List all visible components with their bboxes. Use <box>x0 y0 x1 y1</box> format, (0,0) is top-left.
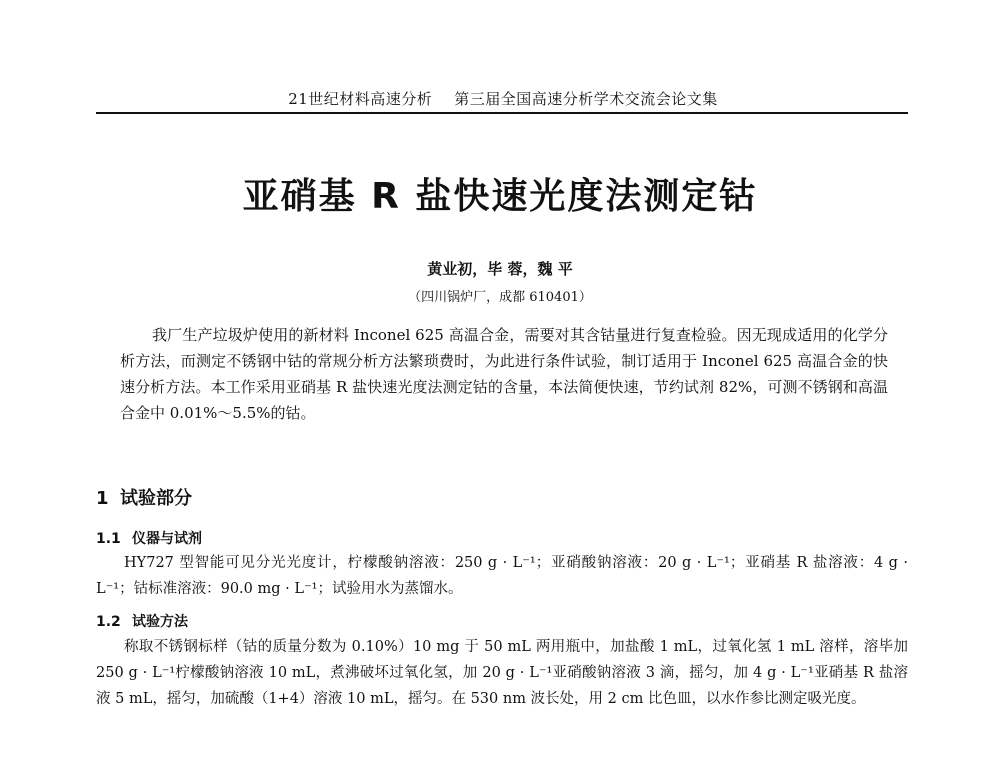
running-header-left: 21世纪材料高速分析 <box>288 90 433 108</box>
subsection-number: 1.2 <box>96 614 121 630</box>
paper-affiliation: （四川锅炉厂，成都 610401） <box>408 290 592 305</box>
running-header-right: 第三届全国高速分析学术交流会论文集 <box>454 90 718 108</box>
abstract-paragraph: 我厂生产垃圾炉使用的新材料 Inconel 625 高温合金，需要对其含钴量进行复查检验。因无现成适用的化学分析方法，而测定不锈钢中钴的常规分析方法繁琐费时，为此进行条件试验，制订适用于 Inconel 625 高温合金的快速分析方法。本工作采用亚硝基 R 盐快速光度法测定钴的含量，本法简便快速，节约试剂 82%，可测不锈钢和高温合金中 0.01%～5.5%的钴。 <box>120 326 888 422</box>
header-rule <box>96 112 908 114</box>
section-number: 1 <box>96 488 109 509</box>
subsection-title: 仪器与试剂 <box>132 531 202 547</box>
subsection-heading-1-1 <box>96 528 202 548</box>
method-paragraph: 称取不锈钢标样（钴的质量分数为 0.10%）10 mg 于 50 mL 两用瓶中，加盐酸 1 mL，过氧化氢 1 mL 溶样，溶毕加 250 g · L⁻¹柠檬酸钠溶液 10 mL，煮沸破坏过氧化氢，加 20 g · L⁻¹亚硝酸钠溶液 3 滴，摇匀，加 4 g · L⁻¹亚硝基 R 盐溶液 5 mL，摇匀，加硫酸（1+4）溶液 10 mL，摇匀。在 530 nm 波长处，用 2 cm 比色皿，以水作参比测定吸光度。 <box>96 639 908 707</box>
subsection-heading-1-2 <box>96 611 188 631</box>
running-header <box>100 88 906 109</box>
subsection-number: 1.1 <box>96 531 121 547</box>
subsection-title: 试验方法 <box>132 614 188 630</box>
paper-title: 亚硝基 R 盐快速光度法测定钴 <box>242 176 758 217</box>
section-heading-1 <box>96 484 192 510</box>
paper-authors: 黄业初，毕 蓉，魏 平 <box>427 260 573 278</box>
instruments-reagents-paragraph: HY727 型智能可见分光光度计，柠檬酸钠溶液：250 g · L⁻¹；亚硝酸钠溶液：20 g · L⁻¹；亚硝基 R 盐溶液：4 g · L⁻¹；钴标准溶液：90.0 mg · L⁻¹；试验用水为蒸馏水。 <box>96 555 908 597</box>
section-title: 试验部分 <box>120 488 192 509</box>
